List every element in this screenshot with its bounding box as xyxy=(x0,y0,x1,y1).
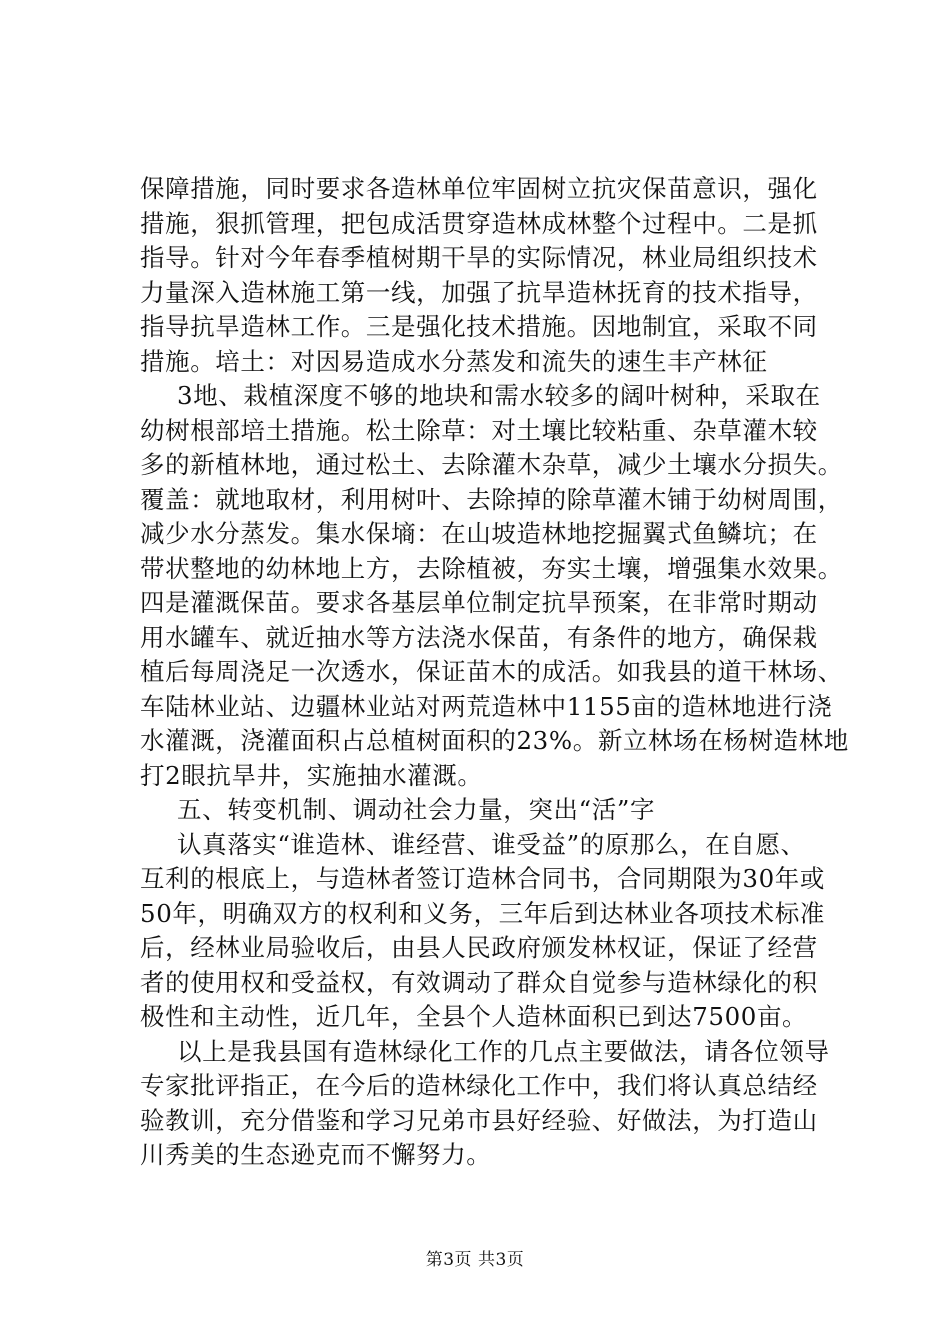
text-line: 力量深入造林施工第一线，加强了抗旱造林抚育的技术指导， xyxy=(140,277,818,307)
text-line: 50年，明确双方的权利和义务，三年后到达林业各项技术标准 xyxy=(140,898,825,928)
text-line: 幼树根部培土措施。松土除草：对土壤比较粘重、杂草灌木较 xyxy=(140,415,818,445)
text-line: 减少水分蒸发。集水保墒：在山坡造林地挖掘翼式鱼鳞坑；在 xyxy=(140,519,818,548)
text-line: 措施。培土：对因易造成水分蒸发和流失的速生丰产林征 xyxy=(140,346,768,376)
text-line: 极性和主动性，近几年，全县个人造林面积已到达7500亩。 xyxy=(140,1002,808,1031)
text-line: 保障措施，同时要求各造林单位牢固树立抗灾保苗意识，强化 xyxy=(140,174,818,203)
text-line: 以上是我县国有造林绿化工作的几点主要做法，请各位领导 xyxy=(177,1036,830,1066)
text-line: 验教训，充分借鉴和学习兄弟市县好经验、好做法，为打造山 xyxy=(140,1105,818,1135)
text-line: 措施，狠抓管理，把包成活贯穿造林成林整个过程中。二是抓 xyxy=(140,208,818,238)
text-line: 四是灌溉保苗。要求各基层单位制定抗旱预案，在非常时期动 xyxy=(140,588,818,617)
page-number-footer: 第3页 共3页 xyxy=(425,1250,525,1270)
text-line: 带状整地的幼林地上方，去除植被，夯实土壤，增强集水效果。 xyxy=(140,553,843,583)
text-line: 水灌溉，浇灌面积占总植树面积的23%。新立林场在杨树造林地 xyxy=(140,726,849,755)
section-heading: 五、转变机制、调动社会力量，突出“活”字 xyxy=(177,795,656,824)
text-line: 植后每周浇足一次透水，保证苗木的成活。如我县的道干林场、 xyxy=(140,657,843,686)
document-body xyxy=(140,172,849,1173)
text-line: 3地、栽植深度不够的地块和需水较多的阔叶树种，采取在 xyxy=(177,381,821,410)
text-line: 认真落实“谁造林、谁经营、谁受益”的原那么，在自愿、 xyxy=(177,829,806,859)
text-line: 互利的根底上，与造林者签订造林合同书，合同期限为30年或 xyxy=(140,864,825,893)
text-line: 打2眼抗旱井，实施抽水灌溉。 xyxy=(140,760,483,790)
text-line: 专家批评指正，在今后的造林绿化工作中，我们将认真总结经 xyxy=(140,1071,818,1100)
text-line: 用水罐车、就近抽水等方法浇水保苗，有条件的地方，确保栽 xyxy=(140,622,818,652)
text-line: 者的使用权和受益权，有效调动了群众自觉参与造林绿化的积 xyxy=(140,967,818,997)
text-line: 覆盖：就地取材，利用树叶、去除掉的除草灌木铺于幼树周围， xyxy=(140,484,843,514)
text-line: 多的新植林地，通过松土、去除灌木杂草，减少土壤水分损失。 xyxy=(140,450,843,479)
text-line: 车陆林业站、边疆林业站对两荒造林中1155亩的造林地进行浇 xyxy=(140,691,833,721)
text-line: 指导抗旱造林工作。三是强化技术措施。因地制宜，采取不同 xyxy=(140,312,818,341)
text-line: 指导。针对今年春季植树期干旱的实际情况，林业局组织技术 xyxy=(140,243,818,272)
text-line: 川秀美的生态逊克而不懈努力。 xyxy=(140,1140,492,1169)
text-line: 后，经林业局验收后，由县人民政府颁发林权证，保证了经营 xyxy=(140,933,818,962)
